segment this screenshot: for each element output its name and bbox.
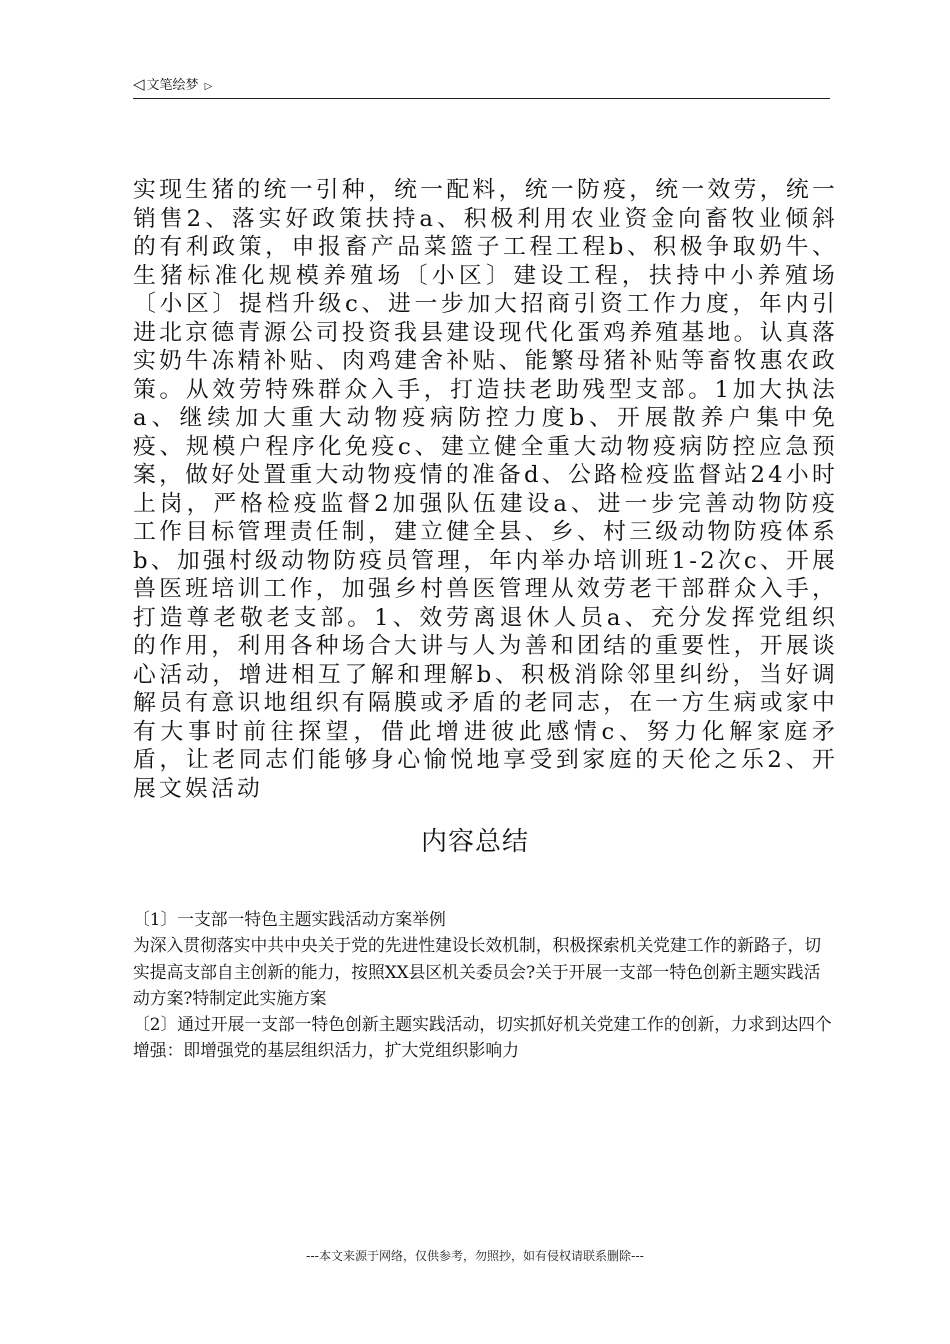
body-paragraph: 实现生猪的统一引种，统一配料，统一防疫，统一效劳，统一销售2、落实好政策扶持a、积极利用农业资金向畜牧业倾斜的有利政策，申报畜产品菜篮子工程工程b、积极争取奶牛、生猪标准化规模养殖场〔小区〕建设工程，扶持中小养殖场〔小区〕提档升级c、进一步加大招商引资工作力度，年内引进北京德青源公司投资我县建设现代化蛋鸡养殖基地。认真落实奶牛冻精补贴、肉鸡建舍补贴、能繁母猪补贴等畜牧惠农政策。从效劳特殊群众入手，打造扶老助残型支部。1加大执法a、继续加大重大动物疫病防控力度b、开展散养户集中免疫、规模户程序化免疫c、建立健全重大动物疫病防控应急预案，做好处置重大动物疫情的准备d、公路检疫监督站24小时上岗，严格检疫监督2加强队伍建设a、进一步完善动物防疫工作目标管理责任制，建立健全县、乡、村三级动物防疫体系b、加强村级动物防疫员管理，年内举办培训班1-2次c、开展兽医班培训工作，加强乡村兽医管理从效劳老干部群众入手，打造尊老敬老支部。1、效劳离退休人员a、充分发挥党组织的作用，利用各种场合大讲与人为善和团结的重要性，开展谈心活动，增进相互了解和理解b、积极消除邻里纠纷，当好调解员有意识地组织有隔膜或矛盾的老同志，在一方生病或家中有大事时前往探望，借此增进彼此感情c、努力化解家庭矛盾，让老同志们能够身心愉悦地享受到家庭的天伦之乐2、开展文娱活动 [133,177,838,802]
summary-paragraph-1: 〔1〕一支部一特色主题实践活动方案举例 [133,909,446,929]
summary-title: 内容总结 [420,827,529,857]
footer-disclaimer: ---本文来源于网络，仅供参考，勿照抄，如有侵权请联系删除--- [306,1249,644,1263]
summary-paragraph-3: 〔2〕通过开展一支部一特色创新主题实践活动，切实抓好机关党建工作的创新，力求到达四个增强：即增强党的基层组织活力，扩大党组织影响力 [133,1014,832,1061]
triangle-right-icon: ▷ [204,81,213,92]
summary-section [133,906,833,1064]
triangle-left-icon: ◁ [133,75,145,93]
summary-paragraph-2: 为深入贯彻落实中共中央关于党的先进性建设长效机制，积极探索机关党建工作的新路子，切实提高支部自主创新的能力，按照XX县区机关委员会?关于开展一支部一特色创新主题实践活动方案?特制定此实施方案 [133,935,822,1008]
brand-name: 文笔绘梦 [146,78,199,93]
page-header [133,70,830,99]
brand-logo [133,76,212,95]
